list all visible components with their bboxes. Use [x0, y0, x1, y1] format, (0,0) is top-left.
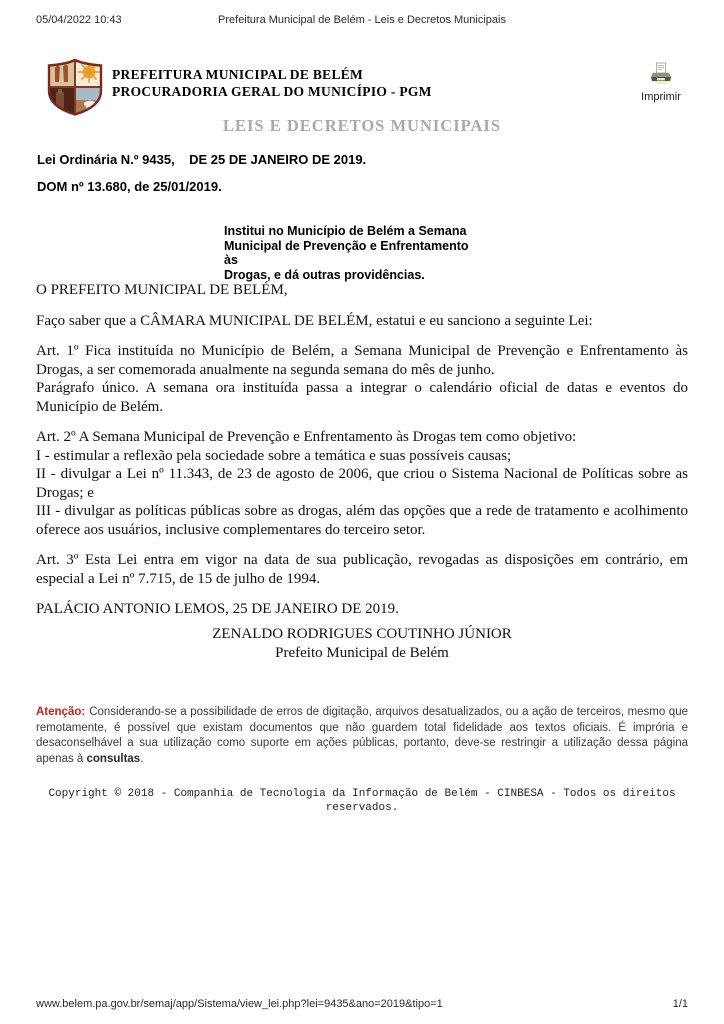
paragraph-line: Art. 2º A Semana Municipal de Prevenção e Enfrentamento às Drogas tem como objetivo: [36, 429, 577, 445]
org-name-line1: PREFEITURA MUNICIPAL DE BELÉM [112, 67, 364, 82]
print-button[interactable] [634, 62, 688, 103]
paragraph-article-2 [36, 428, 688, 539]
printer-icon [649, 62, 673, 85]
section-heading: LEIS E DECRETOS MUNICIPAIS [223, 116, 501, 135]
paragraph-enactment [36, 312, 688, 331]
print-footer-url: www.belem.pa.gov.br/semaj/app/Sistema/view_lei.php?lei=9435&ano=2019&tipo=1 [36, 998, 443, 1010]
org-name-line2: PROCURADORIA GERAL DO MUNICÍPIO - PGM [112, 84, 432, 99]
copyright-line: Copyright © 2018 - Companhia de Tecnologia da Informação de Belém - CINBESA - Todos os direitos reservados. [48, 788, 676, 814]
masthead-org [112, 66, 432, 100]
notice-bold-word: consultas [86, 752, 141, 765]
signature-block [0, 625, 724, 663]
law-summary-line: Drogas, e dá outras providências. [224, 267, 425, 282]
law-title: Lei Ordinária N.º 9435, DE 25 DE JANEIRO DE 2019. [37, 152, 367, 167]
belem-coat-of-arms-icon [44, 58, 106, 116]
print-header-datetime: 05/04/2022 10:43 [36, 14, 122, 26]
paragraph-line: III - divulgar as políticas públicas sobre as drogas, além das opções que a rede de tratamento e acolhimento oferece aos usuários, inclusive complementares do terceiro setor. [36, 503, 688, 538]
paragraph-line: Art. 3º Esta Lei entra em vigor na data de sua publicação, revogadas as disposições em contrário, em especial a Lei nº 7.715, de 15 de julho de 1994. [36, 552, 688, 587]
paragraph-article-1 [36, 342, 688, 416]
paragraph-line: Parágrafo único. A semana ora instituída passa a integrar o calendário oficial de datas e eventos do Município de Belém. [36, 380, 688, 415]
law-summary-line: Institui no Município de Belém a Semana [224, 224, 467, 238]
paragraph-line: II - divulgar a Lei nº 11.343, de 23 de agosto de 2006, que criou o Sistema Nacional de Políticas sobre as Drogas; e [36, 466, 688, 501]
print-button-label: Imprimir [641, 91, 681, 103]
paragraph-line: PALÁCIO ANTONIO LEMOS, 25 DE JANEIRO DE 2019. [36, 601, 399, 617]
paragraph-line: Faço saber que a CÂMARA MUNICIPAL DE BELÉM, estatui e eu sanciono a seguinte Lei: [36, 312, 593, 329]
notice-text: Considerando-se a possibilidade de erros de digitação, arquivos desatualizados, ou a ação de terceiros, mesmo que remotamente, é possível que existam documentos que não guardem total fidelidade aos textos oficiais. É imprória e desaconselhável a sua utilização como suporte em ações públicas, portanto, deve-se restringir a utilização dessa página apenas à [36, 706, 688, 765]
print-footer-page-number: 1/1 [672, 998, 688, 1010]
law-body [36, 281, 688, 631]
law-summary [224, 224, 474, 282]
paragraph-article-3 [36, 551, 688, 588]
disclaimer-notice [36, 705, 688, 767]
paragraph-line: I - estimular a reflexão pela sociedade sobre a temática e suas possíveis causas; [36, 447, 512, 464]
law-summary-line: Municipal de Prevenção e Enfrentamento às [224, 238, 469, 267]
paragraph-preamble [36, 281, 688, 300]
signature-name: ZENALDO RODRIGUES COUTINHO JÚNIOR [212, 626, 512, 642]
law-dom-reference: DOM nº 13.680, de 25/01/2019. [37, 179, 222, 194]
print-header-title: Prefeitura Municipal de Belém - Leis e Decretos Municipais [218, 14, 506, 26]
signature-role: Prefeito Municipal de Belém [275, 645, 449, 661]
paragraph-line: O PREFEITO MUNICIPAL DE BELÉM, [36, 282, 288, 298]
paragraph-palace-date [36, 600, 688, 619]
paragraph-line: Art. 1º Fica instituída no Município de Belém, a Semana Municipal de Prevenção e Enfrentamento às Drogas, a ser comemorada anualmente na segunda semana do mês de junho. [36, 343, 688, 378]
attention-label: Atenção: [36, 706, 86, 718]
notice-text-end: . [140, 752, 144, 765]
